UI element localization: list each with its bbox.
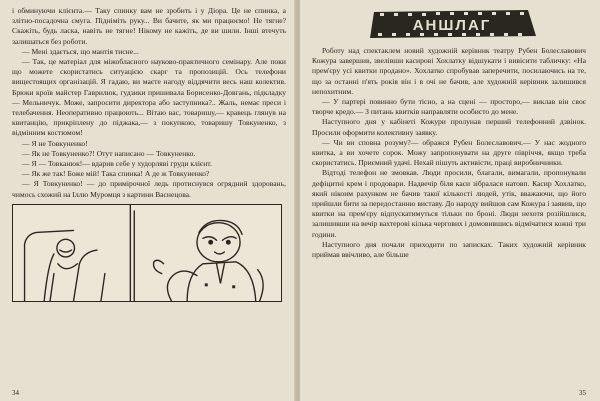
film-strip-banner	[314, 6, 584, 42]
banner-title: АНШЛАГ	[412, 17, 492, 34]
title-banner	[314, 6, 584, 42]
right-paragraph: — У партері повинно бути тісно, а на сцені — просторо,— виклав він своє творче кредо.— З питань квитків направляти особисто до мене.	[312, 97, 586, 117]
page-number: 34	[12, 389, 19, 397]
right-page-text	[312, 46, 586, 260]
right-paragraph: — Чи ви сповна розуму?— ображся Рубен Болеславович.— У нас жодного квитка, а ви хочете сорок. Можу запропонувати на друге півріччя, якщо треба скористатись. Приємний удачі. Нехай пішуть активісти, праці виробничники.	[312, 137, 586, 168]
left-paragraph: — Я — Товканюк!— вдарив себе у худорляві груди клієнт.	[22, 159, 212, 169]
left-page	[0, 0, 296, 401]
left-paragraph: — Мені здається, що мантія тисне...	[22, 46, 139, 56]
page-number: 35	[579, 389, 586, 397]
right-paragraph: Наступного дня почали приходити по записках. Таких художній керівник приймав ввічливо, але більше	[312, 239, 586, 260]
left-page-text	[12, 6, 286, 200]
left-paragraph: — Так, це матеріал для міжобласного науково-практичного семінару. Але поки що можете скористатись ситуацією скарг та пропозицій. Ось телефони вищестоящих організацій. Я гадаю, ви маєте нагоду віддячити весь наш колектив. Брюки кроїв майстер Гаврилюк, гудзики пришивала Борисенко-Довгань, підкладку — Мельничук. Може, запросити директора або заступника?.. Жаль, немає преси і телебачення. Неоперативно працюють... Вітаю вас, товаришу,— кравець глянув на квитанцію, прикріплену до піджака,— з покупкою, товаришу Товкуненко, з відмінним костюмом!	[12, 57, 286, 138]
left-paragraph: — Як не Товкуненко?! Отут написано — Товкуненко.	[22, 148, 196, 158]
left-paragraph: — Я Товкуненко! — до примірочної ледь протиснувся огрядний здоровань, чимось схожий на Іллю Муромця з картини Васнецова.	[12, 179, 286, 199]
left-paragraph: і обминуючи клієнта.— Таку спинку вам не зробить і у Діора. Це не спинка, а злітно-посадочна смуга. Підніміть руку... Ви бачите, як ми працюємо! Не тягне? Скажіть, будь ласка, навіть не тягне! Нікому не кажіть, де ви шили. Інші втечуть залишаться без роботи.	[12, 6, 286, 46]
right-paragraph: Наступного дня у кабінеті Кожури пролунав перший телефонний дзвінок. Просили оформити колективну заявку.	[312, 117, 586, 137]
right-paragraph: Роботу над спектаклем новий художній керівник театру Рубен Болеславович Кожура завершив, звелівши касирові Хохлатку відшукати і вивісити табличку: «На прем'єру усі квитки продано». Хохлатко спробував заперечити, посилаючись на те, що за останні п'ять років він і в очі не бачив, але художній керівник залишився непохитним.	[312, 46, 586, 96]
cartoon-drawing	[13, 205, 281, 301]
right-page	[300, 0, 600, 401]
left-paragraph: — Як же так! Боже мій! Така спинка! А де ж Товкуненко?	[22, 169, 210, 179]
cartoon-illustration	[12, 204, 282, 302]
right-paragraph: Відтоді телефон не змовкав. Люди просили, благали, вимагали, пропонували дефіцитні крем і продовари. Надвечір біля каси зібралася натовп. Касир Хохлатко, який нікоим рахунком не бачив такої кількості людей, утік, вважаючи, що його прийшли бити за передостанню виставу. До народу вийшов сам Кожура і заявив, що квитки на прем'єру відпускатимуться тільки по броні. Люди нехотя розійшлися, залишивши на вечір вахтерові кілька чергових і домовившись відмічатися кожні три години.	[312, 168, 586, 239]
left-paragraph: — Я не Товкуненко!	[22, 138, 88, 148]
